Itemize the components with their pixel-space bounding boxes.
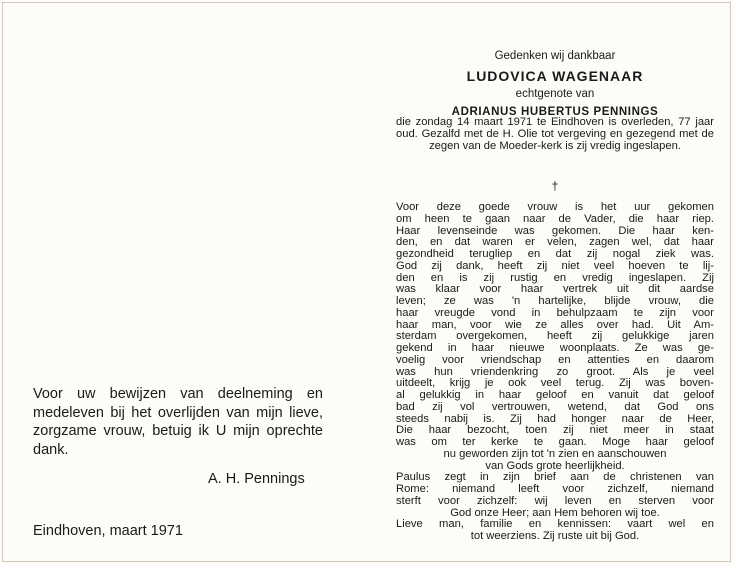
text-line: gekend in haar nieuwe woonplaats. Ze was ge- xyxy=(396,342,714,354)
text-line: Lieve man, familie en kennissen: vaart wel en xyxy=(396,518,714,531)
text-line: nu geworden zijn tot 'n zien en aanschouwen xyxy=(443,447,667,460)
thanks-message: Voor uw bewijzen van deelneming en medeleven bij het overlijden van mijn lieve, zorgzame vrouw, betuig ik U mijn oprechte dank. xyxy=(33,386,323,458)
header xyxy=(396,49,714,120)
text-line: Paulus zegt in zijn brief aan de christenen van xyxy=(396,471,714,484)
text-line: al gelukkig in haar geloof en vanuit dat geloof xyxy=(396,389,714,401)
text-line: sterdam overgekomen, heeft zij gelukkige jaren xyxy=(396,330,714,343)
text-line: om heen te gaan naar de Vader, die haar riep. xyxy=(396,212,714,225)
text-line: Rome: niemand leeft voor zichzelf, niemand xyxy=(396,483,714,495)
text-line: Voor deze goede vrouw is het uur gekomen xyxy=(396,201,714,213)
memorial-text xyxy=(396,202,714,543)
text-line: God zij dank, heeft zij niet veel hoeven te lij- xyxy=(396,259,714,272)
text-line: Haar levenseinde was gekomen. Die haar ken- xyxy=(396,224,714,237)
signature: A. H. Pennings xyxy=(208,471,305,487)
right-panel xyxy=(396,3,721,563)
text-line: gezondheid terugliep en dat zij nogal ziek was. xyxy=(396,248,714,260)
text-line: tot weerziens. Zij ruste uit bij God. xyxy=(470,530,640,542)
text-line: God onze Heer; aan Hem behoren wij toe. xyxy=(450,506,660,519)
intro-line: Gedenken wij dankbaar xyxy=(494,50,616,62)
text-line: Die haar bezocht, toen zij niet meer in staat xyxy=(396,424,714,437)
text-line: haar man, voor wie ze alles over had. Uit Am- xyxy=(396,318,714,331)
text-line: steeds nabij is. Zij had honger naar de Heer, xyxy=(396,412,714,425)
text-line: was om ter kerke te gaan. Moge haar geloof xyxy=(396,436,714,448)
deceased-name: LUDOVICA WAGENAAR xyxy=(466,68,644,84)
text-line: sterft voor zichzelf: wij leven en sterven voor xyxy=(396,494,714,507)
left-panel xyxy=(3,3,363,563)
spouse-name: ADRIANUS HUBERTUS PENNINGS xyxy=(451,106,659,118)
death-notice: die zondag 14 maart 1971 te Eindhoven is overleden, 77 jaar oud. Gezalfd met de H. Olie tot vergeving en gezegend met de zegen van de Moeder-kerk is zij vredig ingeslapen. xyxy=(396,116,714,153)
place-date: Eindhoven, maart 1971 xyxy=(33,523,183,539)
text-line: haar vreugde vond in behulpzaam te zijn voor xyxy=(396,306,714,319)
text-line: uitdeelt, krijg je ook veel terug. Zij was boven- xyxy=(396,377,714,390)
text-line: leven; ze was 'n hartelijke, blijde vrouw, die xyxy=(396,295,714,307)
spouse-intro: echtgenote van xyxy=(515,88,595,100)
text-line: van Gods grote heerlijkheid. xyxy=(485,459,625,472)
text-line: den en is zij rustig en vredig ingeslapen. Zij xyxy=(396,271,714,284)
text-line: was klaar voor haar vertrek uit dit aardse xyxy=(396,283,714,296)
text-line: bad zij vol vertrouwen, wetend, dat God ons xyxy=(396,400,714,413)
text-line: den, en dat waren er velen, zagen wel, dat haar xyxy=(396,236,714,249)
text-line: voelig voor vriendschap en attenties en daarom xyxy=(396,353,714,366)
text-line: was hun vriendenkring zo groot. Als je veel xyxy=(396,365,714,378)
cross-icon: † xyxy=(551,179,559,193)
memorial-card xyxy=(2,2,731,562)
